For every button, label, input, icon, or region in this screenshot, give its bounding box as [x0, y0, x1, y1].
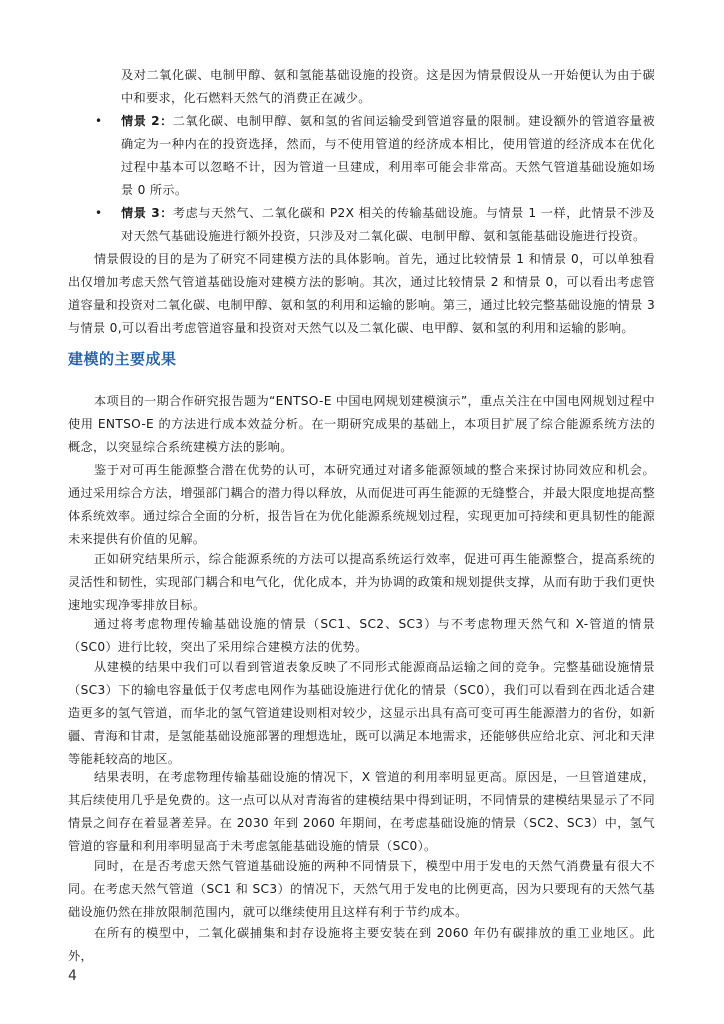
bullet-dot-icon: • [95, 114, 103, 128]
section-heading: 建模的主要成果 [68, 350, 177, 368]
bullet-text [121, 110, 655, 202]
bullet-label: 情景 2： [121, 114, 173, 128]
body-paragraph: 在所有的模型中，二氧化碳捕集和封存设施将主要安装在到 2060 年仍有碳排放的重工业地区。此外， [68, 926, 655, 964]
bullet-item-scenario-3 [95, 202, 655, 248]
body-paragraph: 从建模的结果中我们可以看到管道表象反映了不同形式能源商品运输之间的竞争。完整基础设施情景（SC3）下的输电容量低于仅考虑电网作为基础设施进行优化的情景（SC0），我们可以看到在西北适合建造更多的氢气管道，而华北的氢气管道建设则相对较少，这显示出具有高可变可再生能源潜力的省份，如新疆、青海和甘肃，是氢能基础设施部署的理想选址，既可以满足本地需求，还能够供应给北京、河北和天津等能耗较高的地区。 [68, 660, 655, 767]
body-paragraph: 同时，在是否考虑天然气管道基础设施的两种不同情景下，模型中用于发电的天然气消费量有很大不同。在考虑天然气管道（SC1 和 SC3）的情况下，天然气用于发电的比例更高，因为只要现有的天然气基础设施仍然在排放限制范围内，就可以继续使用且这样有利于节约成本。 [68, 859, 655, 920]
body-paragraph: 本项目的一期合作研究报告题为“ENTSO-E 中国电网规划建模演示”，重点关注在中国电网规划过程中使用 ENTSO-E 的方法进行成本效益分析。在一期研究成果的基础上，本项目扩展了综合能源系统方法的概念，以突显综合系统建模方法的影响。 [68, 394, 655, 455]
bullet-body: 考虑与天然气、二氧化碳和 P2X 相关的传输基础设施。与情景 1 一样，此情景不涉及对天然气基础设施进行额外投资，只涉及对二氧化碳、电制甲醇、氨和氢能基础设施进行投资。 [121, 206, 655, 244]
bullet-label: 情景 3： [121, 206, 173, 220]
bullet-item-scenario-2 [95, 110, 655, 202]
bullet-text [121, 202, 655, 248]
page-number: 4 [68, 968, 77, 984]
bullet-body: 二氧化碳、电制甲醇、氨和氢的省间运输受到管道容量的限制。建设额外的管道容量被确定为一种内在的投资选择，然而，与不使用管道的经济成本相比，使用管道的经济成本在优化过程中基本可以忽略不计，因为管道一旦建成，利用率可能会非常高。天然气管道基础设施如场景 0 所示。 [121, 114, 655, 198]
intro-paragraph: 情景假设的目的是为了研究不同建模方法的具体影响。首先，通过比较情景 1 和情景 0，可以单独看出仅增加考虑天然气管道基础设施对建模方法的影响。其次，通过比较情景 2 和情景 0，可以看出考虑管道容量和投资对二氧化碳、电制甲醇、氨和氢的利用和运输的影响。第三，通过比较完整基础设施的情景 3 与情景 0,可以看出考虑管道容量和投资对天然气以及二氧化碳、电甲醇、氨和氢的利用和运输的影响。 [68, 252, 655, 336]
continuation-paragraph: 及对二氧化碳、电制甲醇、氨和氢能基础设施的投资。这是因为情景假设从一开始便认为由于碳中和要求，化石燃料天然气的消费正在减少。 [121, 68, 655, 106]
body-paragraph: 结果表明，在考虑物理传输基础设施的情况下，X 管道的利用率明显更高。原因是，一旦管道建成，其后续使用几乎是免费的。这一点可以从对青海省的建模结果中得到证明，不同情景的建模结果显示了不同情景之间存在着显著差异。在 2030 年到 2060 年期间，在考虑基础设施的情景（SC2、SC3）中，氢气管道的容量和利用率明显高于未考虑氢能基础设施的情景（SC0）。 [68, 770, 655, 854]
body-paragraph: 鉴于对可再生能源整合潜在优势的认可，本研究通过对诸多能源领域的整合来探讨协同效应和机会。通过采用综合方法，增强部门耦合的潜力得以释放，从而促进可再生能源的无缝整合，并最大限度地提高整体系统效率。通过综合全面的分析，报告旨在为优化能源系统规划过程，实现更加可持续和更具韧性的能源未来提供有价值的见解。 [68, 463, 655, 547]
bullet-dot-icon: • [95, 206, 103, 220]
body-paragraph: 正如研究结果所示，综合能源系统的方法可以提高系统运行效率，促进可再生能源整合，提高系统的灵活性和韧性，实现部门耦合和电气化，优化成本，并为协调的政策和规划提供支撑，从而有助于我们更快速地实现净零排放目标。 [68, 552, 655, 613]
body-paragraph: 通过将考虑物理传输基础设施的情景（SC1、SC2、SC3）与不考虑物理天然气和 X-管道的情景（SC0）进行比较，突出了采用综合建模方法的优势。 [68, 617, 655, 655]
